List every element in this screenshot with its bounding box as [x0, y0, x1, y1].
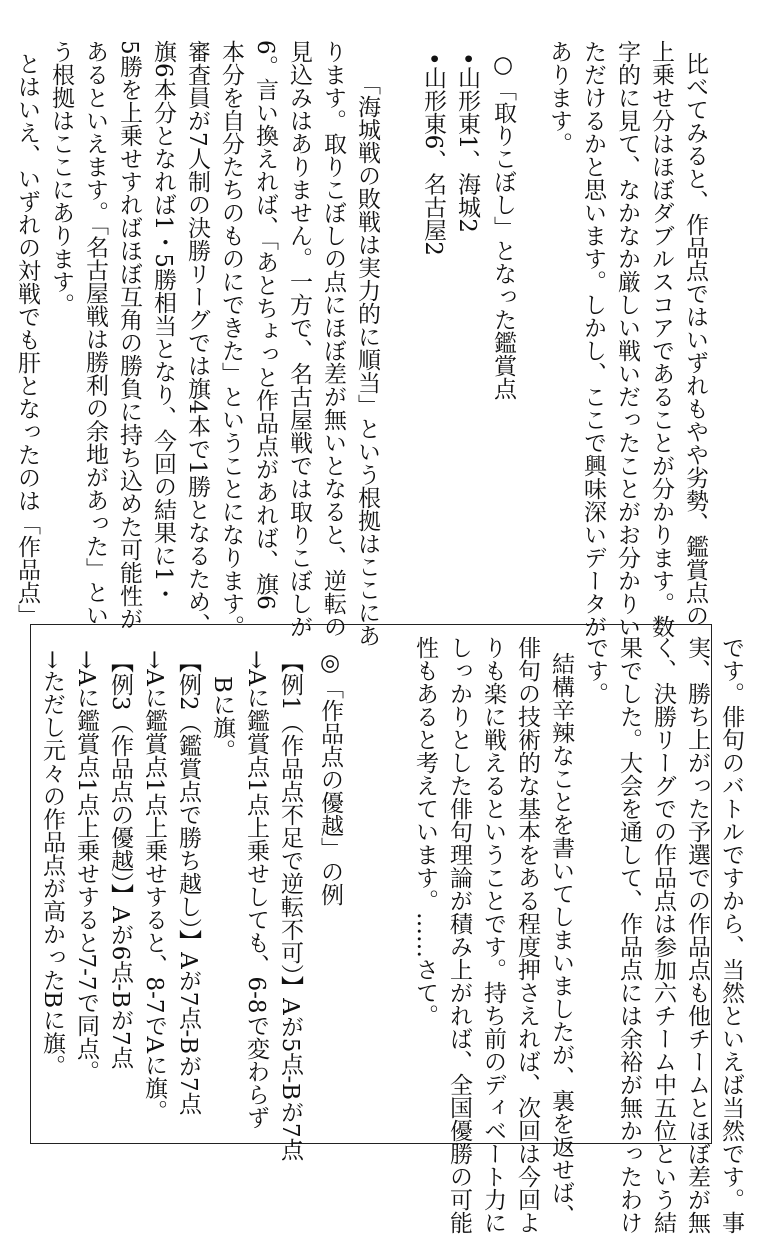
text-column: 果でした。大会を通して、作品点には余裕が無かったわけ — [616, 636, 642, 1234]
text-column: あります。 — [546, 40, 572, 155]
text-column: 見込みはありません。一方で、名古屋戦では取りこぼしが — [286, 40, 312, 638]
text-column: 俳句の技術的な基本をある程度押さえれば、次回は今回よ — [514, 636, 540, 1234]
text-column: 6。言い換えれば、「あとちょっと作品点があれば、旗6 — [252, 40, 278, 610]
text-column: ○「取りこぼし」となった鑑賞点 — [490, 52, 516, 400]
text-column: →Aに鑑賞点1点上乗せすると7-7で同点。 — [73, 650, 99, 1083]
text-column: あるといえます。「名古屋戦は勝利の余地があった」とい — [82, 40, 108, 627]
text-column: しっかりとした俳句理論が積み上がれば、全国優勝の可能 — [446, 636, 472, 1234]
text-column: 旗6本分となれば1・5勝相当となり、今回の結果に1・ — [150, 40, 176, 605]
text-column: です。 — [582, 636, 608, 705]
text-column: りも楽に戦えるということです。持ち前のディベート力に — [480, 636, 506, 1234]
text-column: •山形東1、海城2 — [454, 52, 480, 233]
text-column: 【例1（作品点不足で逆転不可）】Aが5点-Bが7点 — [277, 650, 303, 1161]
text-column: とはいえ、いずれの対戦でも肝となったのは「作品点」 — [14, 52, 40, 627]
text-column: ◎「作品点の優越」の例 — [317, 650, 343, 906]
text-column: う根拠はここにあります。 — [48, 40, 74, 316]
text-column: 性もあると考えています。……さて。 — [412, 636, 438, 1027]
text-column: です。俳句のバトルですから、当然といえば当然です。事 — [718, 636, 744, 1234]
text-column: く、決勝リーグでの作品点は参加六チーム中五位という結 — [650, 636, 676, 1234]
text-column: 上乗せ分はほぼダブルスコアであることが分かります。数 — [648, 40, 674, 638]
text-column: 本分を自分たちのものにできた」ということになります。 — [218, 40, 244, 638]
text-column: →Aに鑑賞点1点上乗せすると、8-7でAに旗。 — [141, 650, 167, 1123]
text-column: 【例2（鑑賞点で勝ち越し）】Aが7点-Bが7点 — [175, 650, 201, 1115]
text-column: •山形東6、名古屋2 — [420, 52, 446, 256]
text-column: 【例3（作品点の優越）】Aが6点-Bが7点 — [107, 650, 133, 1069]
text-column: 審査員が7人制の決勝リーグでは旗4本で1勝となるため、 — [184, 40, 210, 636]
text-column: ります。取りこぼしの点にほぼ差が無いとなると、逆転の — [320, 40, 346, 638]
text-column: Bに旗。 — [209, 676, 235, 762]
text-column: 実、勝ち上がった予選での作品点も他チームとほぼ差が無 — [684, 636, 710, 1234]
text-column: 比べてみると、作品点ではいずれもやや劣勢、鑑賞点の — [682, 52, 708, 627]
text-column: 「海城戦の敗戦は実力的に順当」という根拠はここにあ — [354, 72, 380, 647]
text-column: 5勝を上乗せすればほぼ互角の勝負に持ち込めた可能性が — [116, 40, 142, 630]
text-column: 字的に見て、なかなか厳しい戦いだったことがお分かりい — [614, 40, 640, 638]
text-column: →Aに鑑賞点1点上乗せしても、6-8で変わらず — [243, 650, 269, 1129]
text-column: →ただし元々の作品点が高かったBに旗。 — [39, 650, 65, 1078]
text-column: 結構辛辣なことを書いてしまいましたが、裏を返せば、 — [548, 652, 574, 1227]
text-column: ただけるかと思います。しかし、ここで興味深いデータが — [580, 40, 606, 638]
